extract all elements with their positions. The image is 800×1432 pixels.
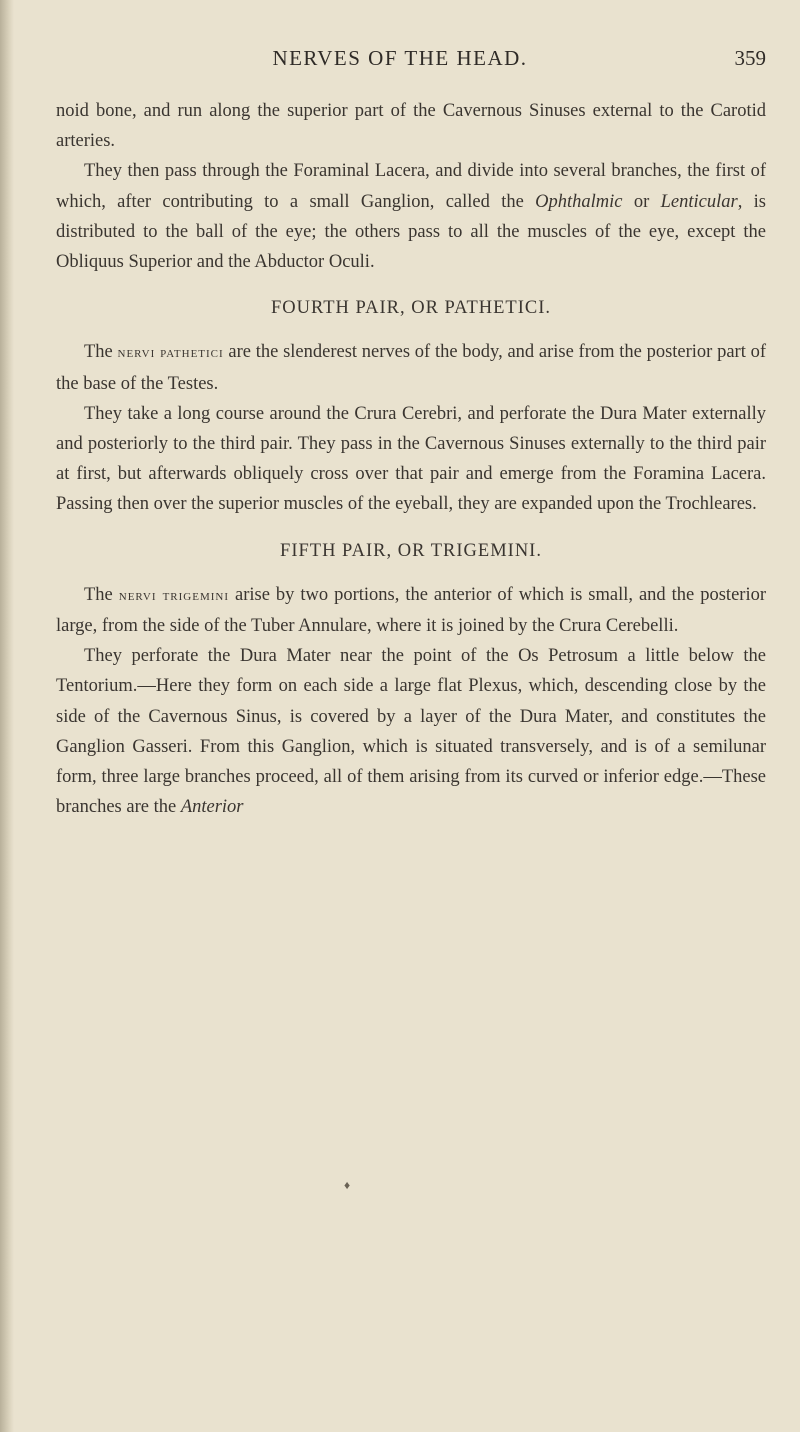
page-binding-edge <box>0 0 14 1432</box>
text-run: They then pass through the Foraminal Lacera, and divide into several branches, the first of which, after contributing to a small Ganglion, called the <box>56 161 766 212</box>
section-heading-fifth-pair: FIFTH PAIR, OR TRIGEMINI. <box>280 540 542 561</box>
text-run: are the slenderest nerves of the body, and arise from the posterior part of the base of the Testes. <box>56 342 766 394</box>
section-heading-fourth-pair: FOURTH PAIR, OR PATHETICI. <box>271 298 551 319</box>
paragraph-pathetici-course: They take a long course around the Crura Cerebri, and perforate the Dura Mater externally and posteriorly to the third pair. They pass in the Cavernous Sinuses externally to the third pair at first, but afterwards obliquely cross over that pair and emerge from the Foramina Lacera. Passing then over the superior muscles of the eyeball, they are expanded upon the Trochleares. <box>56 403 766 515</box>
term-nervi-trigemini: nervi trigemini <box>118 587 230 604</box>
page-number: 359 <box>734 46 766 70</box>
text-run: The <box>84 342 118 363</box>
text-run: or <box>622 191 661 212</box>
text-run: , is distributed to the ball of the eye; the others pass to all the muscles of the eye, except the Obliquus Superior and the Abductor Oculi. <box>56 191 766 273</box>
paragraph-trigemini-intro <box>56 580 766 641</box>
paragraph-trigemini-course <box>56 641 766 822</box>
text-run: The <box>84 584 119 605</box>
text-run: They perforate the Dura Mater near the point of the Os Petrosum a little below the Tentorium.—Here they form on each side a large flat Plexus, which, descending close by the side of the Cavernous Sinus, is covered by a layer of the Dura Mater, and constitutes the Ganglion Gasseri. From this Ganglion, which is situated transversely, and is of a semilunar form, three large branches proceed, all of them arising from its curved or inferior edge.—These branches are the <box>56 646 766 818</box>
paragraph-third-pair-branches <box>56 156 766 277</box>
running-head: NERVES OF THE HEAD. <box>272 46 528 70</box>
term-nervi-pathetici: nervi pathetici <box>117 345 224 362</box>
paragraph-continuation: noid bone, and run along the superior part of the Cavernous Sinuses external to the Carotid arteries. <box>56 101 766 152</box>
printer-mark: ♦ <box>344 1178 351 1192</box>
paragraph-pathetici-intro <box>56 337 766 398</box>
text-run: arise by two portions, the anterior of which is small, and the posterior large, from the side of the Tuber Annulare, where it is joined by the Crura Cerebelli. <box>56 584 766 637</box>
term-anterior: Anterior <box>180 797 244 818</box>
term-ophthalmic: Ophthalmic <box>535 191 623 212</box>
page-header <box>34 46 766 86</box>
body-text <box>56 96 766 822</box>
term-lenticular: Lenticular <box>660 191 738 212</box>
